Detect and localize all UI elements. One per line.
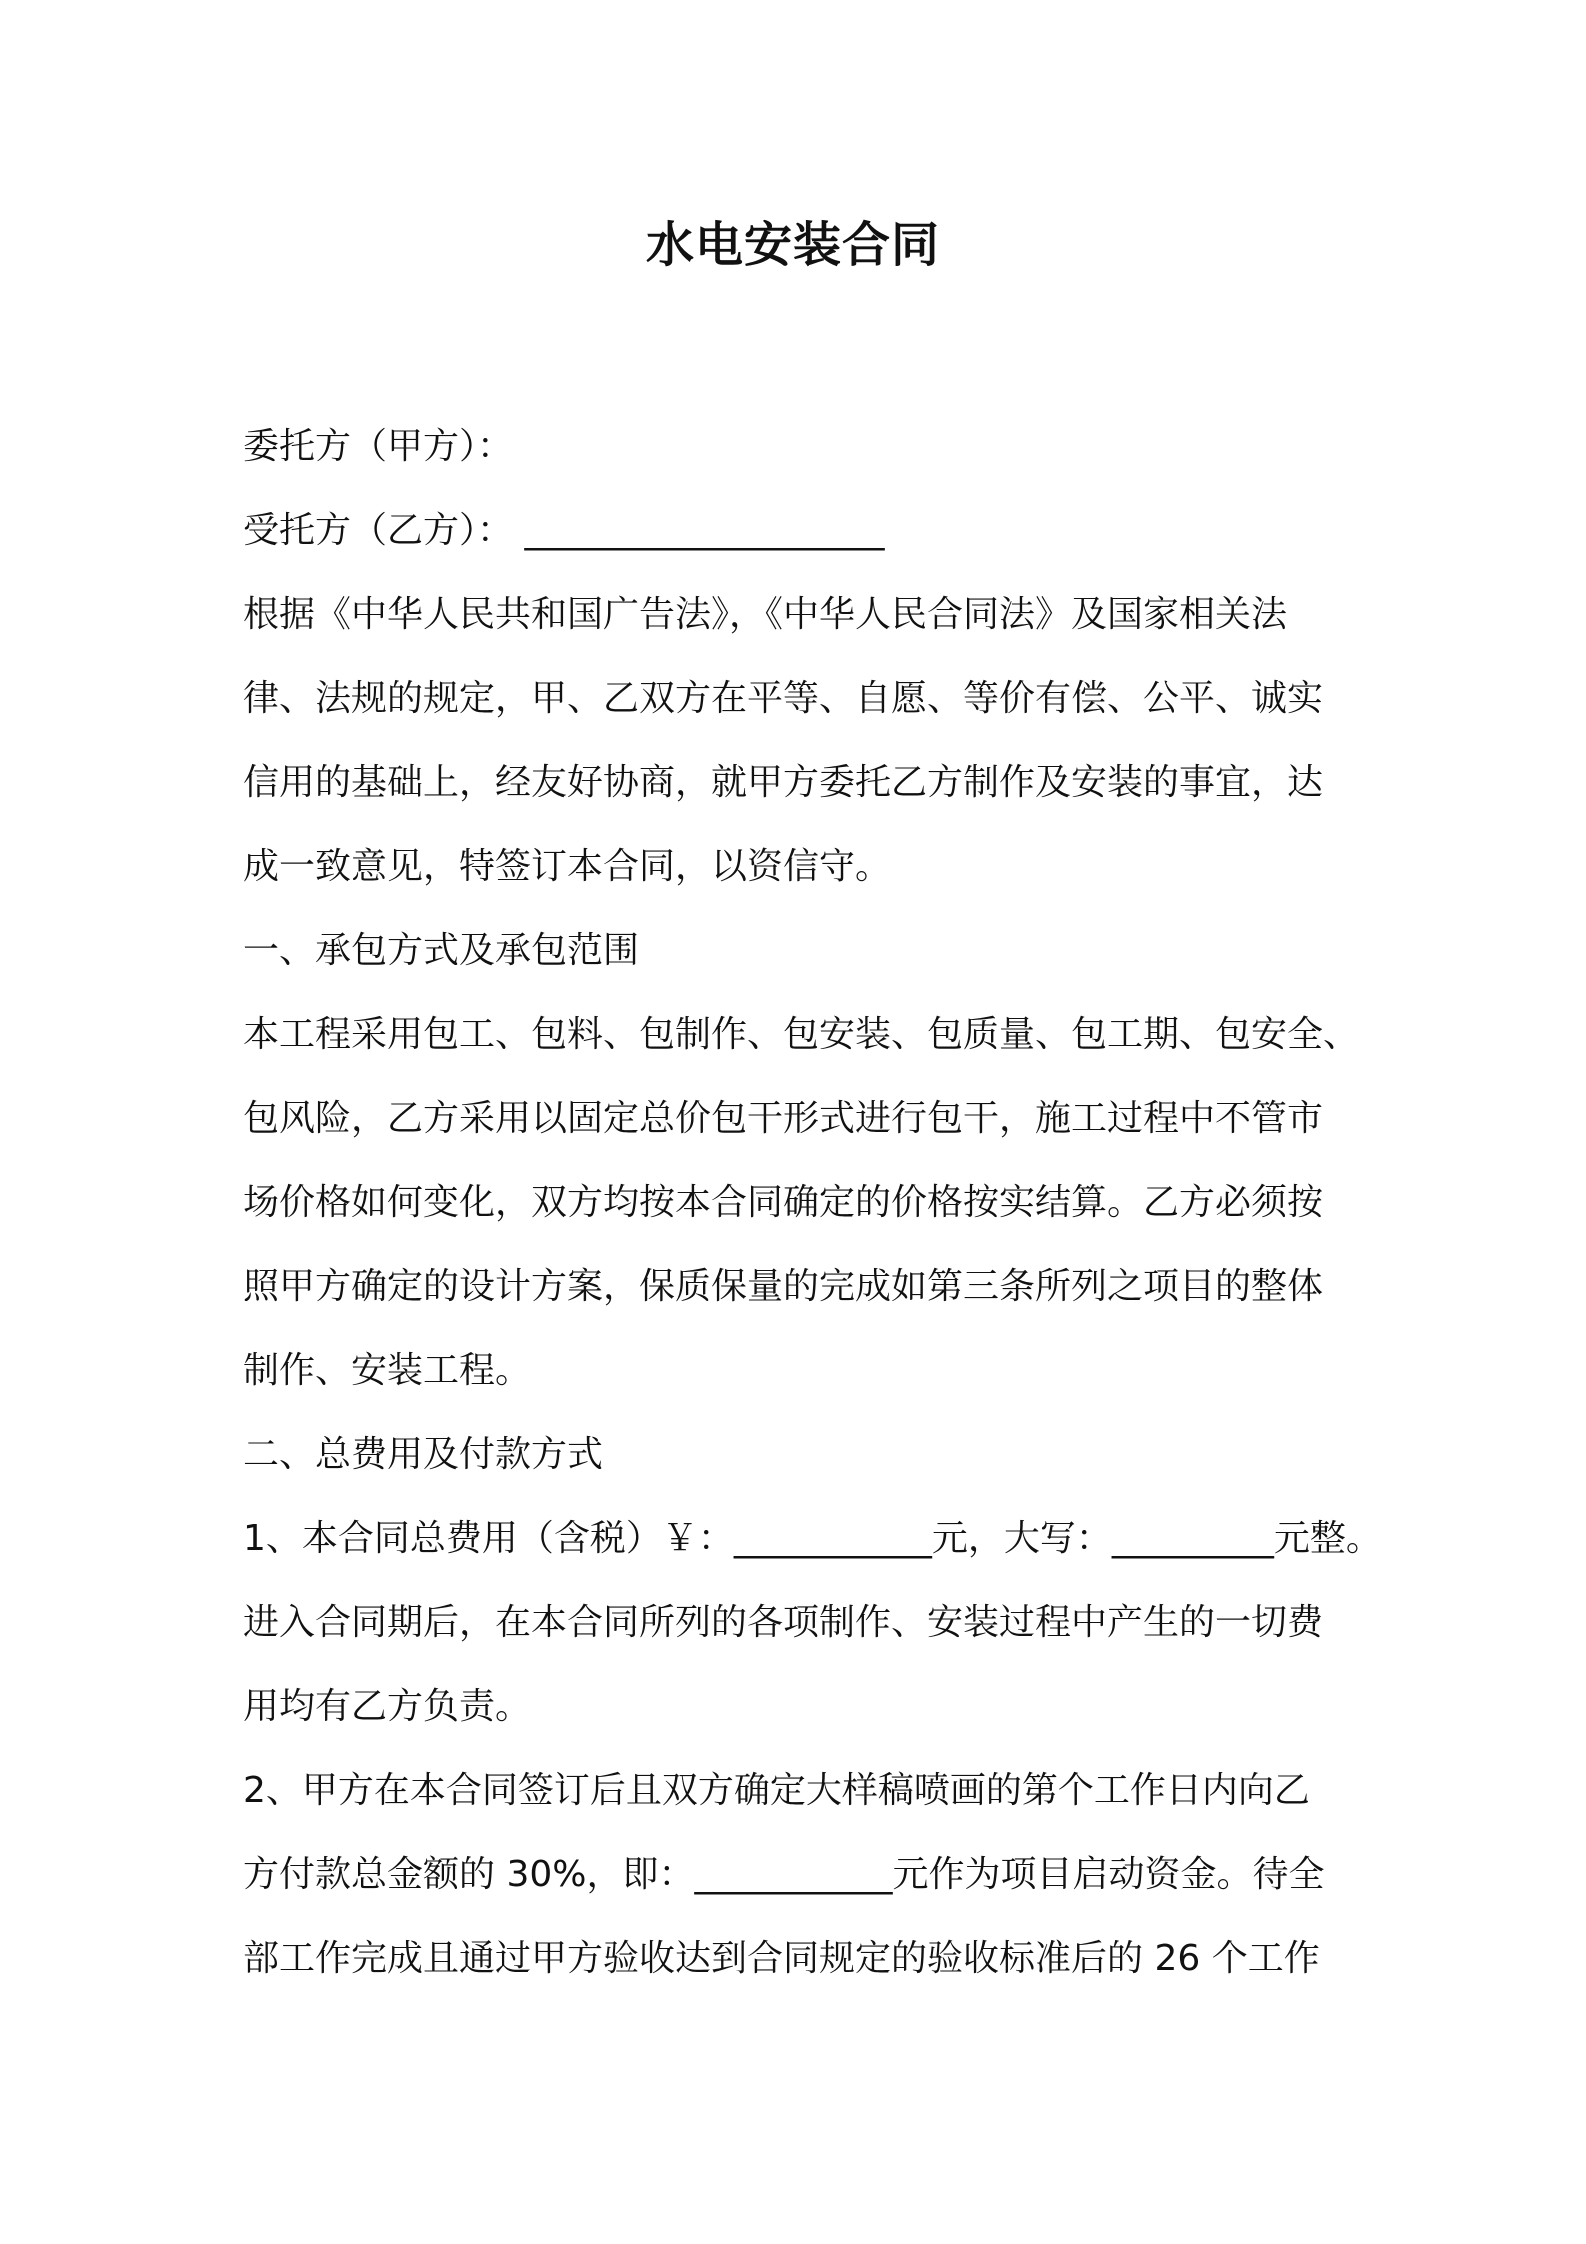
item-2-line-1: 2、甲方在本合同签订后且双方确定大样稿喷画的第个工作日内向乙	[243, 1770, 1310, 1811]
item-1-amount-blank: ___________	[733, 1518, 932, 1559]
intro-line-2: 律、法规的规定，甲、乙双方在平等、自愿、等价有偿、公平、诚实	[243, 678, 1324, 719]
section-1-line-1: 本工程采用包工、包料、包制作、包安装、包质量、包工期、包安全、	[243, 1014, 1360, 1055]
item-2-amount-blank: ___________	[694, 1854, 893, 1895]
item-1-prefix: 1、本合同总费用（含税）￥：	[243, 1518, 734, 1559]
item-2-line-2	[243, 1833, 1353, 1917]
item-1-mid: 元，大写：	[931, 1518, 1112, 1559]
section-2-heading: 二、总费用及付款方式	[243, 1434, 604, 1475]
intro-line-1: 根据《中华人民共和国广告法》，《中华人民合同法》及国家相关法	[243, 594, 1288, 635]
item-1-capital-blank: _________	[1111, 1518, 1274, 1559]
section-1-line-2: 包风险，乙方采用以固定总价包干形式进行包干，施工过程中不管市	[243, 1098, 1324, 1139]
item-2-line-3: 部工作完成且通过甲方验收达到合同规定的验收标准后的 26 个工作	[243, 1938, 1320, 1979]
party-a-line	[243, 405, 1353, 489]
section-1-heading: 一、承包方式及承包范围	[243, 930, 640, 971]
item-2-suffix: 元作为项目启动资金。待全	[892, 1854, 1325, 1895]
document-body	[243, 405, 1382, 2001]
section-1-line-5: 制作、安装工程。	[243, 1350, 532, 1391]
document-title: 水电安装合同	[645, 217, 940, 273]
item-1-cont-line-1: 进入合同期后，在本合同所列的各项制作、安装过程中产生的一切费	[243, 1602, 1324, 1643]
item-2-prefix: 方付款总金额的 30%，即：	[243, 1854, 695, 1895]
item-1-suffix: 元整。	[1273, 1518, 1382, 1559]
item-1-line	[243, 1497, 1382, 1581]
section-1-line-4: 照甲方确定的设计方案，保质保量的完成如第三条所列之项目的整体	[243, 1266, 1324, 1307]
section-1-line-3: 场价格如何变化，双方均按本合同确定的价格按实结算。乙方必须按	[243, 1182, 1324, 1223]
party-b-label: 受托方（乙方）：	[243, 510, 514, 551]
item-1-cont-line-2: 用均有乙方负责。	[243, 1686, 532, 1727]
party-b-line	[243, 489, 1353, 573]
intro-line-4: 成一致意见，特签订本合同，以资信守。	[243, 846, 892, 887]
party-b-blank: ____________________	[524, 510, 885, 551]
intro-line-3: 信用的基础上，经友好协商，就甲方委托乙方制作及安装的事宜，达	[243, 762, 1324, 803]
party-a-label: 委托方（甲方）：	[243, 426, 514, 467]
